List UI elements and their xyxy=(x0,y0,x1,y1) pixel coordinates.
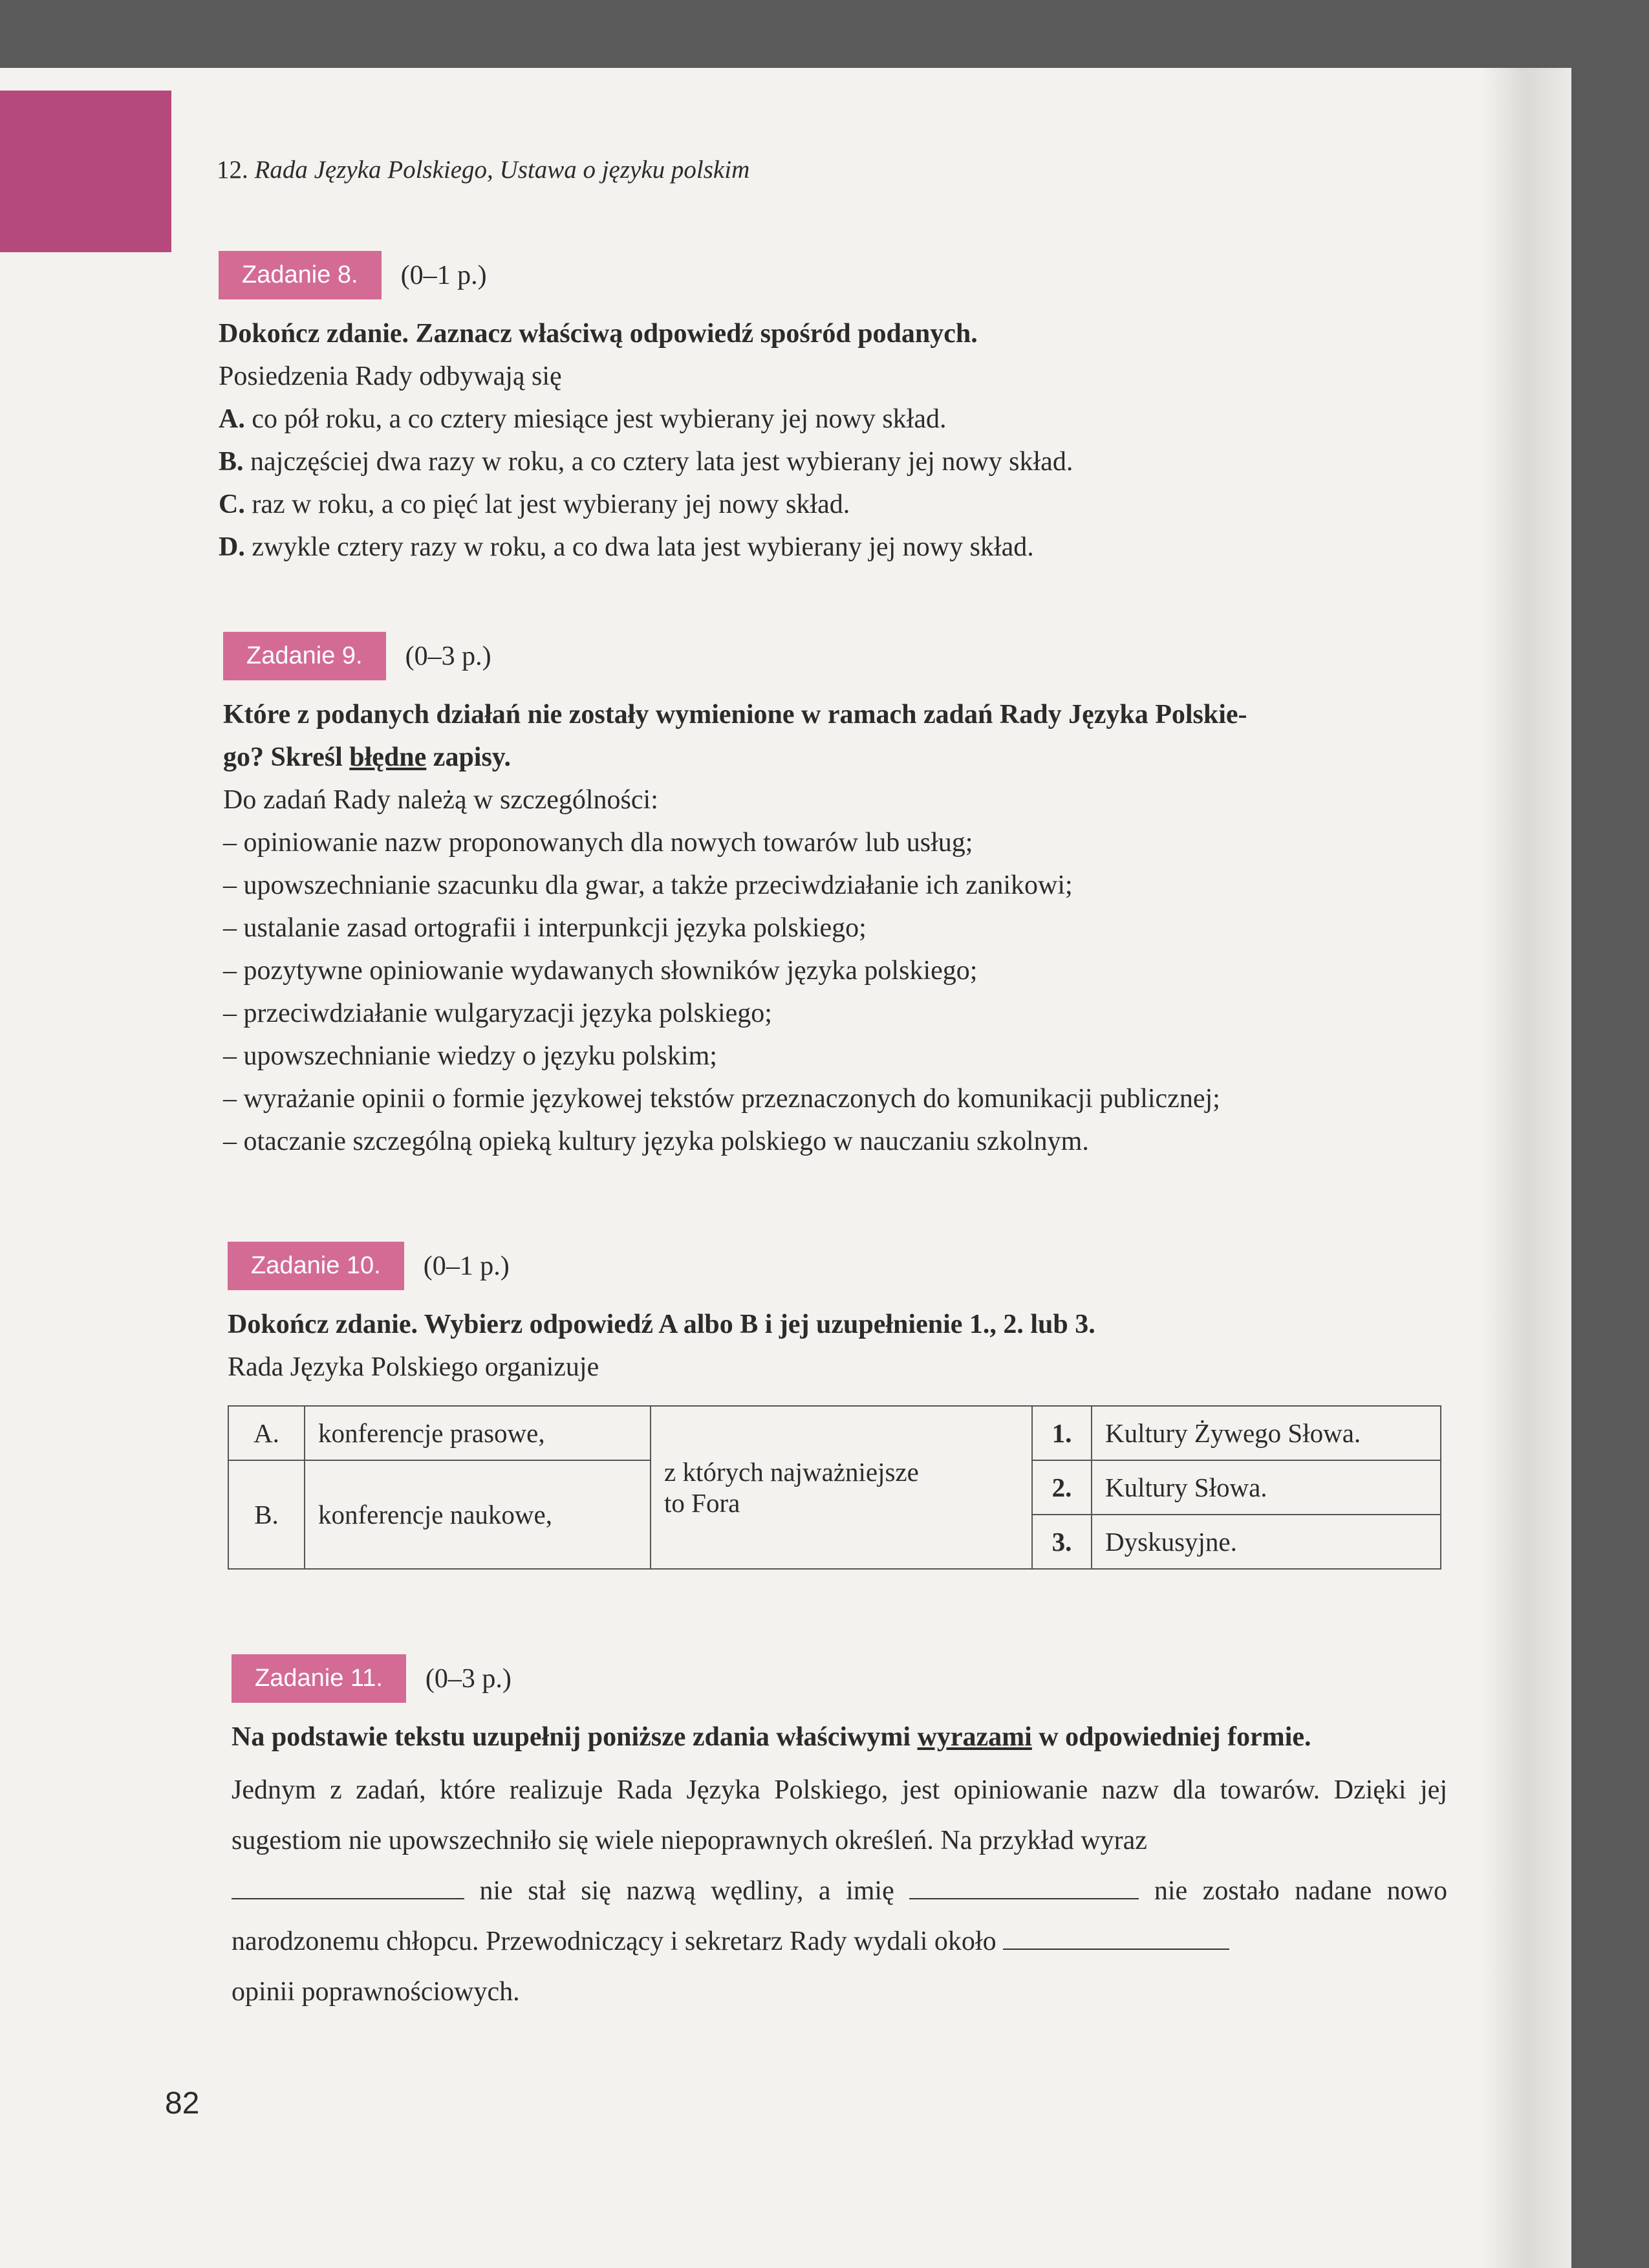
task-11-points: (0–3 p.) xyxy=(425,1663,512,1694)
option-b[interactable]: B. najczęściej dwa razy w roku, a co cztery lata jest wybierany jej nowy skład. xyxy=(219,447,1073,477)
list-item[interactable]: – ustalanie zasad ortografii i interpunkcji języka polskiego; xyxy=(223,913,867,943)
answer-b-letter[interactable]: B. xyxy=(228,1460,305,1569)
task-8-label: Zadanie 8. xyxy=(219,251,382,299)
page-number: 82 xyxy=(165,2086,200,2121)
task-8-points: (0–1 p.) xyxy=(400,260,487,290)
option-d[interactable]: D. zwykle cztery razy w roku, a co dwa lata jest wybierany jej nowy skład. xyxy=(219,532,1034,562)
task-11-text: Jednym z zadań, które realizuje Rada Języka Polskiego, jest opiniowanie nazw dla towarów. Dzięki jej sugestiom nie upowszechniło się wiele niepoprawnych określeń. Na przykład wyraz nie stał się nazwą wędliny, a imię nie zostało nadane nowo narodzonemu chłopcu. Przewodniczący i sekretarz Rady wydali około opinii poprawnościowych. xyxy=(232,1775,1447,2007)
answer-b-text[interactable]: konferencje naukowe, xyxy=(305,1460,651,1569)
blank-field-1[interactable] xyxy=(232,1874,464,1899)
task-8-instruction: Dokończ zdanie. Zaznacz właściwą odpowiedź spośród podanych. xyxy=(219,319,978,349)
task-9-label: Zadanie 9. xyxy=(223,632,386,680)
completion-1-number[interactable]: 1. xyxy=(1032,1406,1092,1460)
page-fold-shadow xyxy=(1481,68,1571,2268)
running-head xyxy=(217,155,749,184)
list-item[interactable]: – opiniowanie nazw proponowanych dla nowych towarów lub usług; xyxy=(223,828,973,858)
completion-1-text[interactable]: Kultury Żywego Słowa. xyxy=(1092,1406,1441,1460)
list-item[interactable]: – otaczanie szczególną opieką kultury języka polskiego w nauczaniu szkolnym. xyxy=(223,1127,1089,1156)
answer-a-text[interactable]: konferencje prasowe, xyxy=(305,1406,651,1460)
task-10-points: (0–1 p.) xyxy=(423,1251,510,1281)
task-11 xyxy=(232,1654,1447,2017)
task-8 xyxy=(219,251,1447,568)
list-item[interactable]: – przeciwdziałanie wulgaryzacji języka polskiego; xyxy=(223,999,772,1028)
chapter-color-tab xyxy=(0,91,171,252)
blank-field-2[interactable] xyxy=(909,1874,1139,1899)
list-item[interactable]: – pozytywne opiniowanie wydawanych słowników języka polskiego; xyxy=(223,956,978,986)
answer-table xyxy=(228,1405,1441,1570)
textbook-page xyxy=(0,68,1571,2268)
completion-2-text[interactable]: Kultury Słowa. xyxy=(1092,1460,1441,1515)
task-10-stem: Rada Języka Polskiego organizuje xyxy=(228,1352,599,1382)
task-9-stem: Do zadań Rady należą w szczególności: xyxy=(223,785,658,815)
option-c[interactable]: C. raz w roku, a co pięć lat jest wybierany jej nowy skład. xyxy=(219,490,850,519)
option-a[interactable]: A. co pół roku, a co cztery miesiące jest wybierany jej nowy skład. xyxy=(219,404,947,434)
task-9-points: (0–3 p.) xyxy=(405,641,491,671)
task-11-instruction: Na podstawie tekstu uzupełnij poniższe zdania właściwymi wyrazami w odpowiedniej formie. xyxy=(232,1722,1311,1752)
chapter-number: 12. xyxy=(217,156,248,184)
list-item[interactable]: – wyrażanie opinii o formie językowej tekstów przeznaczonych do komunikacji publicznej; xyxy=(223,1084,1220,1114)
task-11-label: Zadanie 11. xyxy=(232,1654,406,1703)
task-9 xyxy=(223,632,1452,1163)
completion-3-number[interactable]: 3. xyxy=(1032,1515,1092,1569)
completion-2-number[interactable]: 2. xyxy=(1032,1460,1092,1515)
task-10 xyxy=(228,1242,1456,1570)
answer-middle: z których najważniejsze to Fora xyxy=(651,1406,1032,1569)
task-8-stem: Posiedzenia Rady odbywają się xyxy=(219,362,562,391)
list-item[interactable]: – upowszechnianie wiedzy o języku polskim; xyxy=(223,1041,717,1071)
chapter-title: Rada Języka Polskiego, Ustawa o języku polskim xyxy=(254,156,750,184)
task-10-instruction: Dokończ zdanie. Wybierz odpowiedź A albo B i jej uzupełnienie 1., 2. lub 3. xyxy=(228,1310,1095,1339)
task-9-instruction: Które z podanych działań nie zostały wymienione w ramach zadań Rady Języka Polskie- go? Skreśl błędne zapisy. xyxy=(223,700,1247,772)
list-item[interactable]: – upowszechnianie szacunku dla gwar, a także przeciwdziałanie ich zanikowi; xyxy=(223,870,1073,900)
answer-a-letter[interactable]: A. xyxy=(228,1406,305,1460)
blank-field-3[interactable] xyxy=(1003,1924,1229,1950)
task-10-label: Zadanie 10. xyxy=(228,1242,404,1290)
completion-3-text[interactable]: Dyskusyjne. xyxy=(1092,1515,1441,1569)
